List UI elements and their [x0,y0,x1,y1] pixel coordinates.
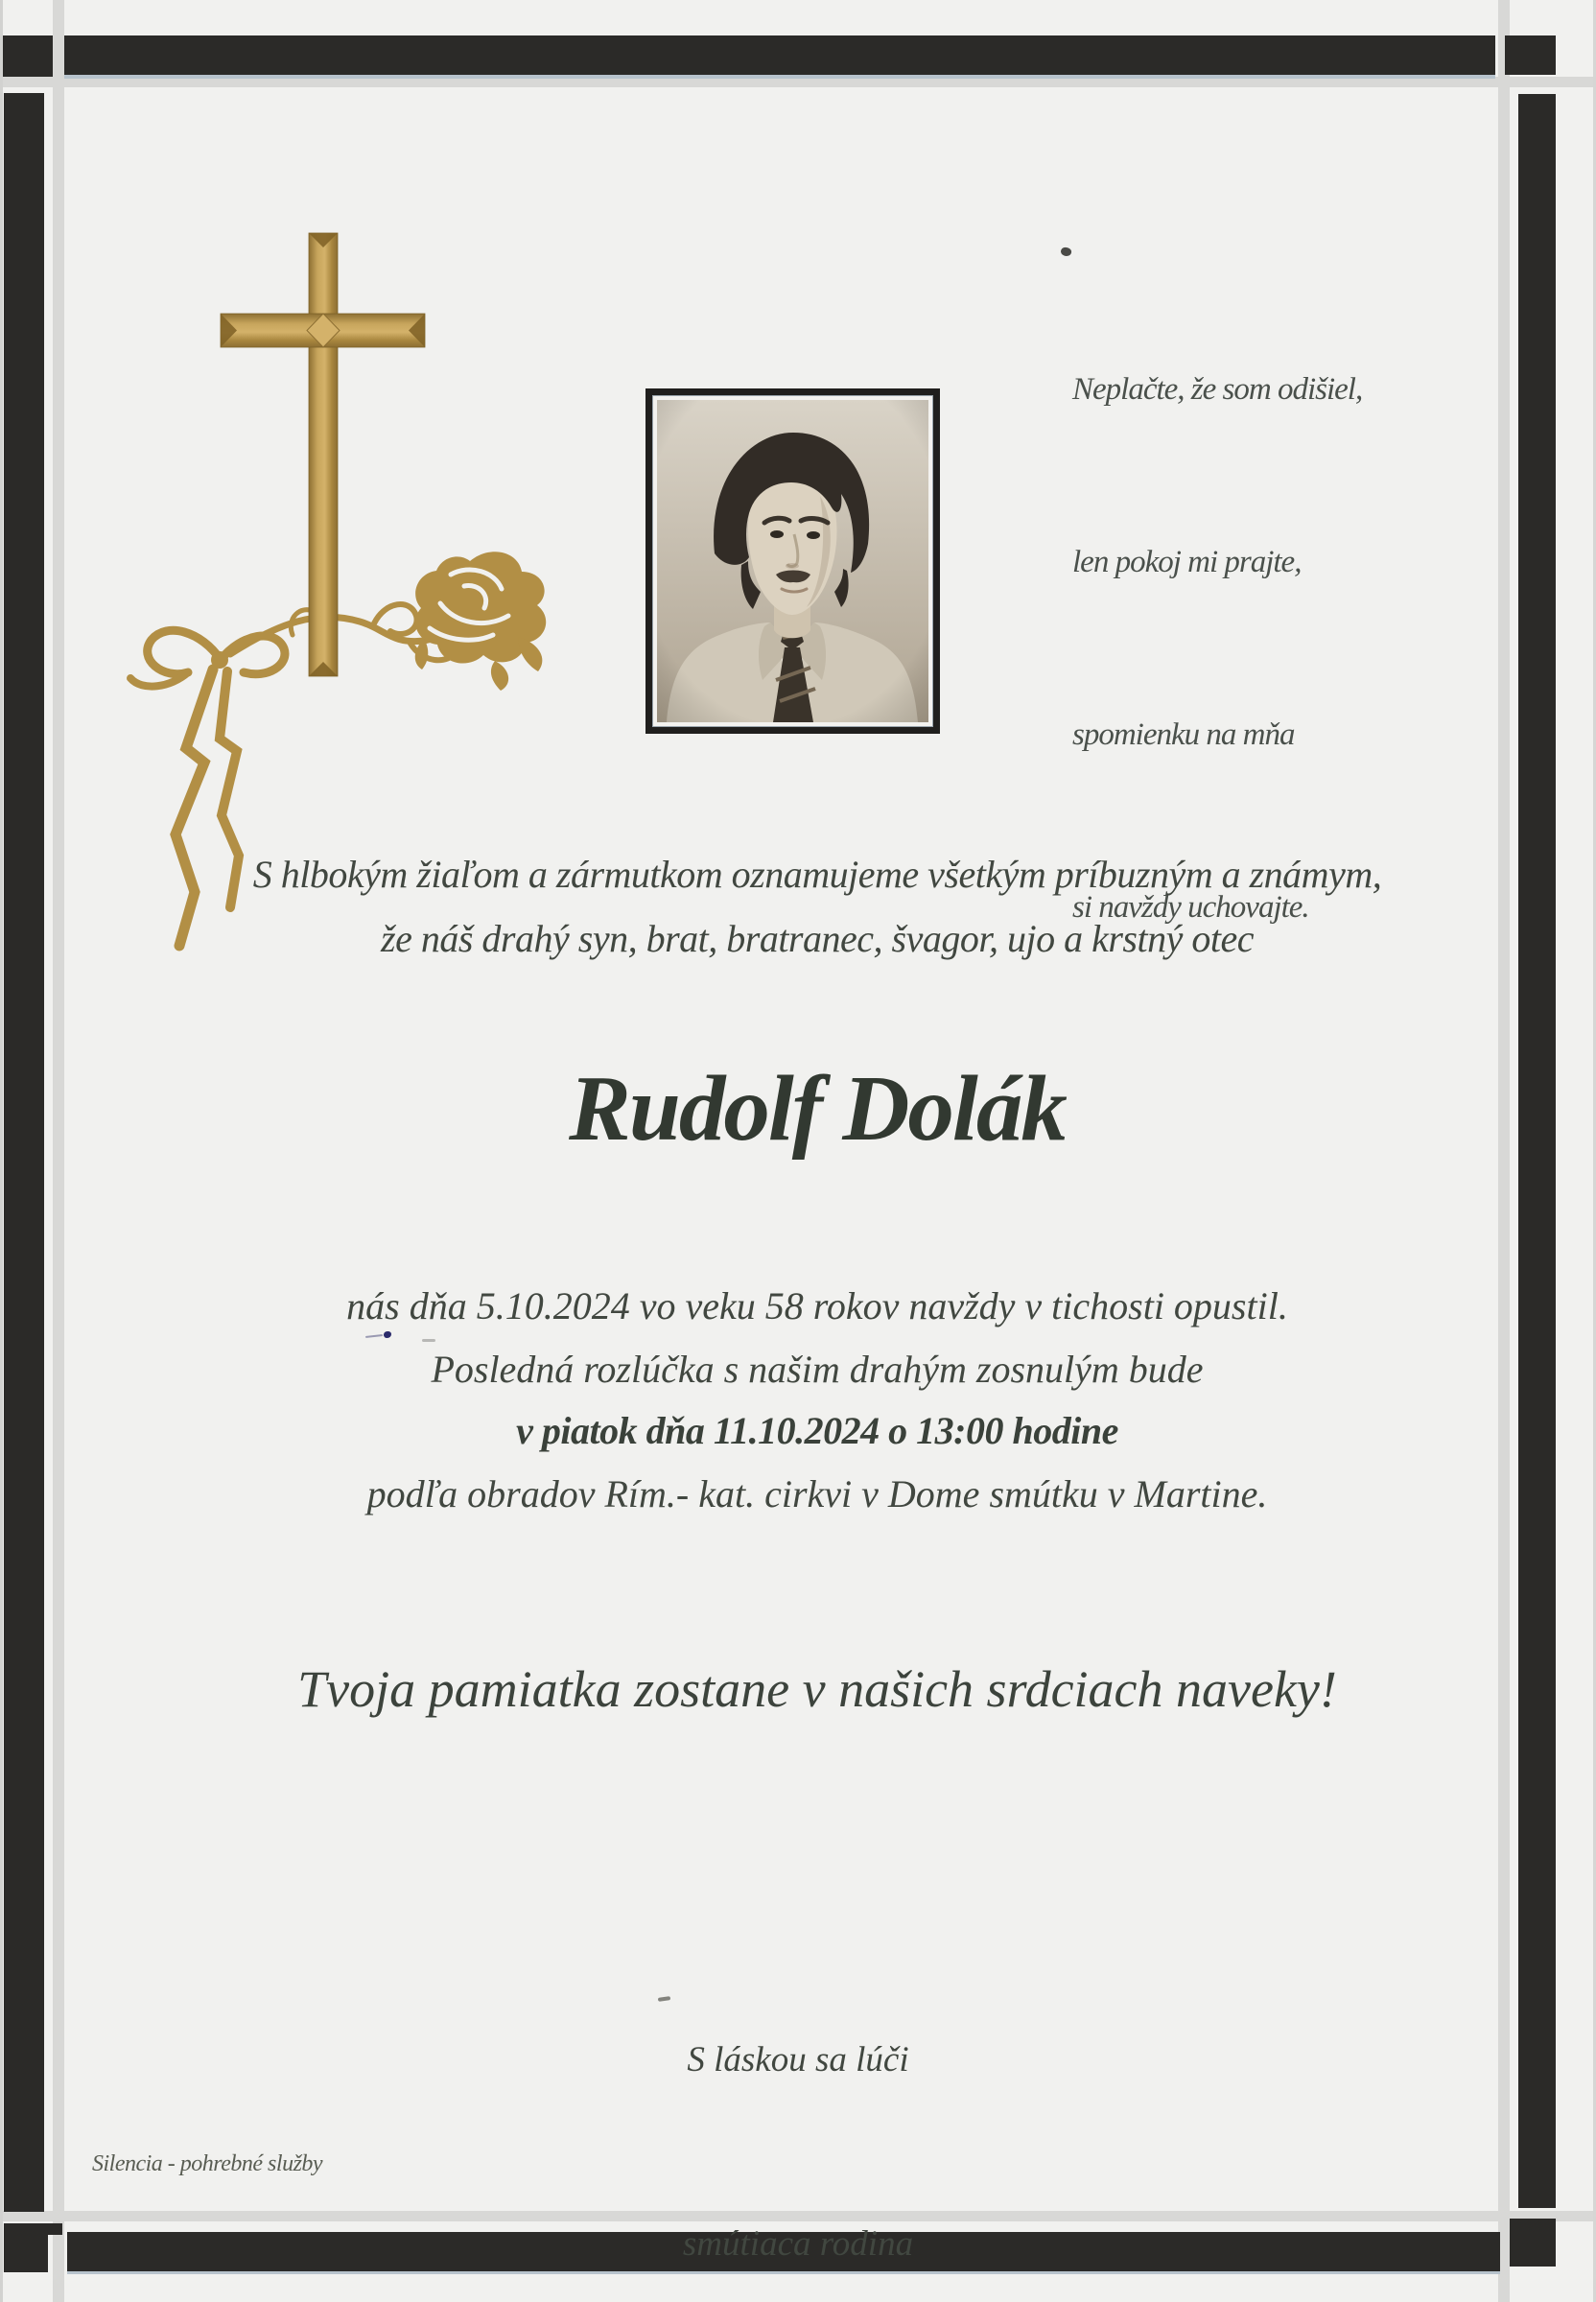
poem-line: len pokoj mi prajte, [1072,545,1302,579]
scan-ink-dot [384,1331,391,1338]
farewell-line-2: smútiaca rodina [682,2224,914,2264]
rose-flower [415,552,546,691]
publisher-label: Silencia - pohrebné služby [92,2151,323,2176]
details-death-line: nás dňa 5.10.2024 vo veku 58 rokov navždy v tichosti opustil. [346,1284,1288,1327]
poem-line: si navždy uchovajte. [1072,890,1309,925]
frame-bar-top [64,35,1495,75]
details-farewell-line: Posledná rozlúčka s našim drahým zosnulým bude [431,1348,1204,1391]
frame-corner-top-left [0,35,53,77]
frame-accent-top [64,75,1495,79]
poem-line: spomienku na mňa [1072,717,1295,752]
announcement-line-2: že náš drahý syn, brat, bratranec, švagor, ujo a krstný otec [381,917,1254,960]
deceased-portrait-photo [645,388,940,734]
details-date-time-line: v piatok dňa 11.10.2024 o 13:00 hodine [516,1409,1118,1452]
poem-line: Neplačte, že som odišiel, [1072,372,1363,407]
details-church-place-line: podľa obradov Rím.- kat. cirkvi v Dome smútku v Martine. [366,1472,1268,1515]
announcement-line-1: S hlbokým žiaľom a zármutkom oznamujeme všetkým príbuzným a známym, [252,853,1382,896]
deceased-name: Rudolf Dolák [569,1057,1066,1160]
cross-icon [221,233,425,676]
ribbon-bow [130,630,285,946]
memory-line: Tvoja pamiatka zostane v našich srdciach naveky! [297,1660,1337,1718]
farewell-block [0,1907,1596,2302]
scan-smudge [422,1339,435,1342]
frame-corner-top-right [1505,35,1556,75]
scan-speck [1060,246,1072,257]
ribbon-knot [211,651,228,669]
farewell-line-1: S láskou sa lúči [687,2040,909,2079]
cross-rose-ribbon-icon [86,221,547,959]
scan-ink-tail [365,1334,383,1338]
